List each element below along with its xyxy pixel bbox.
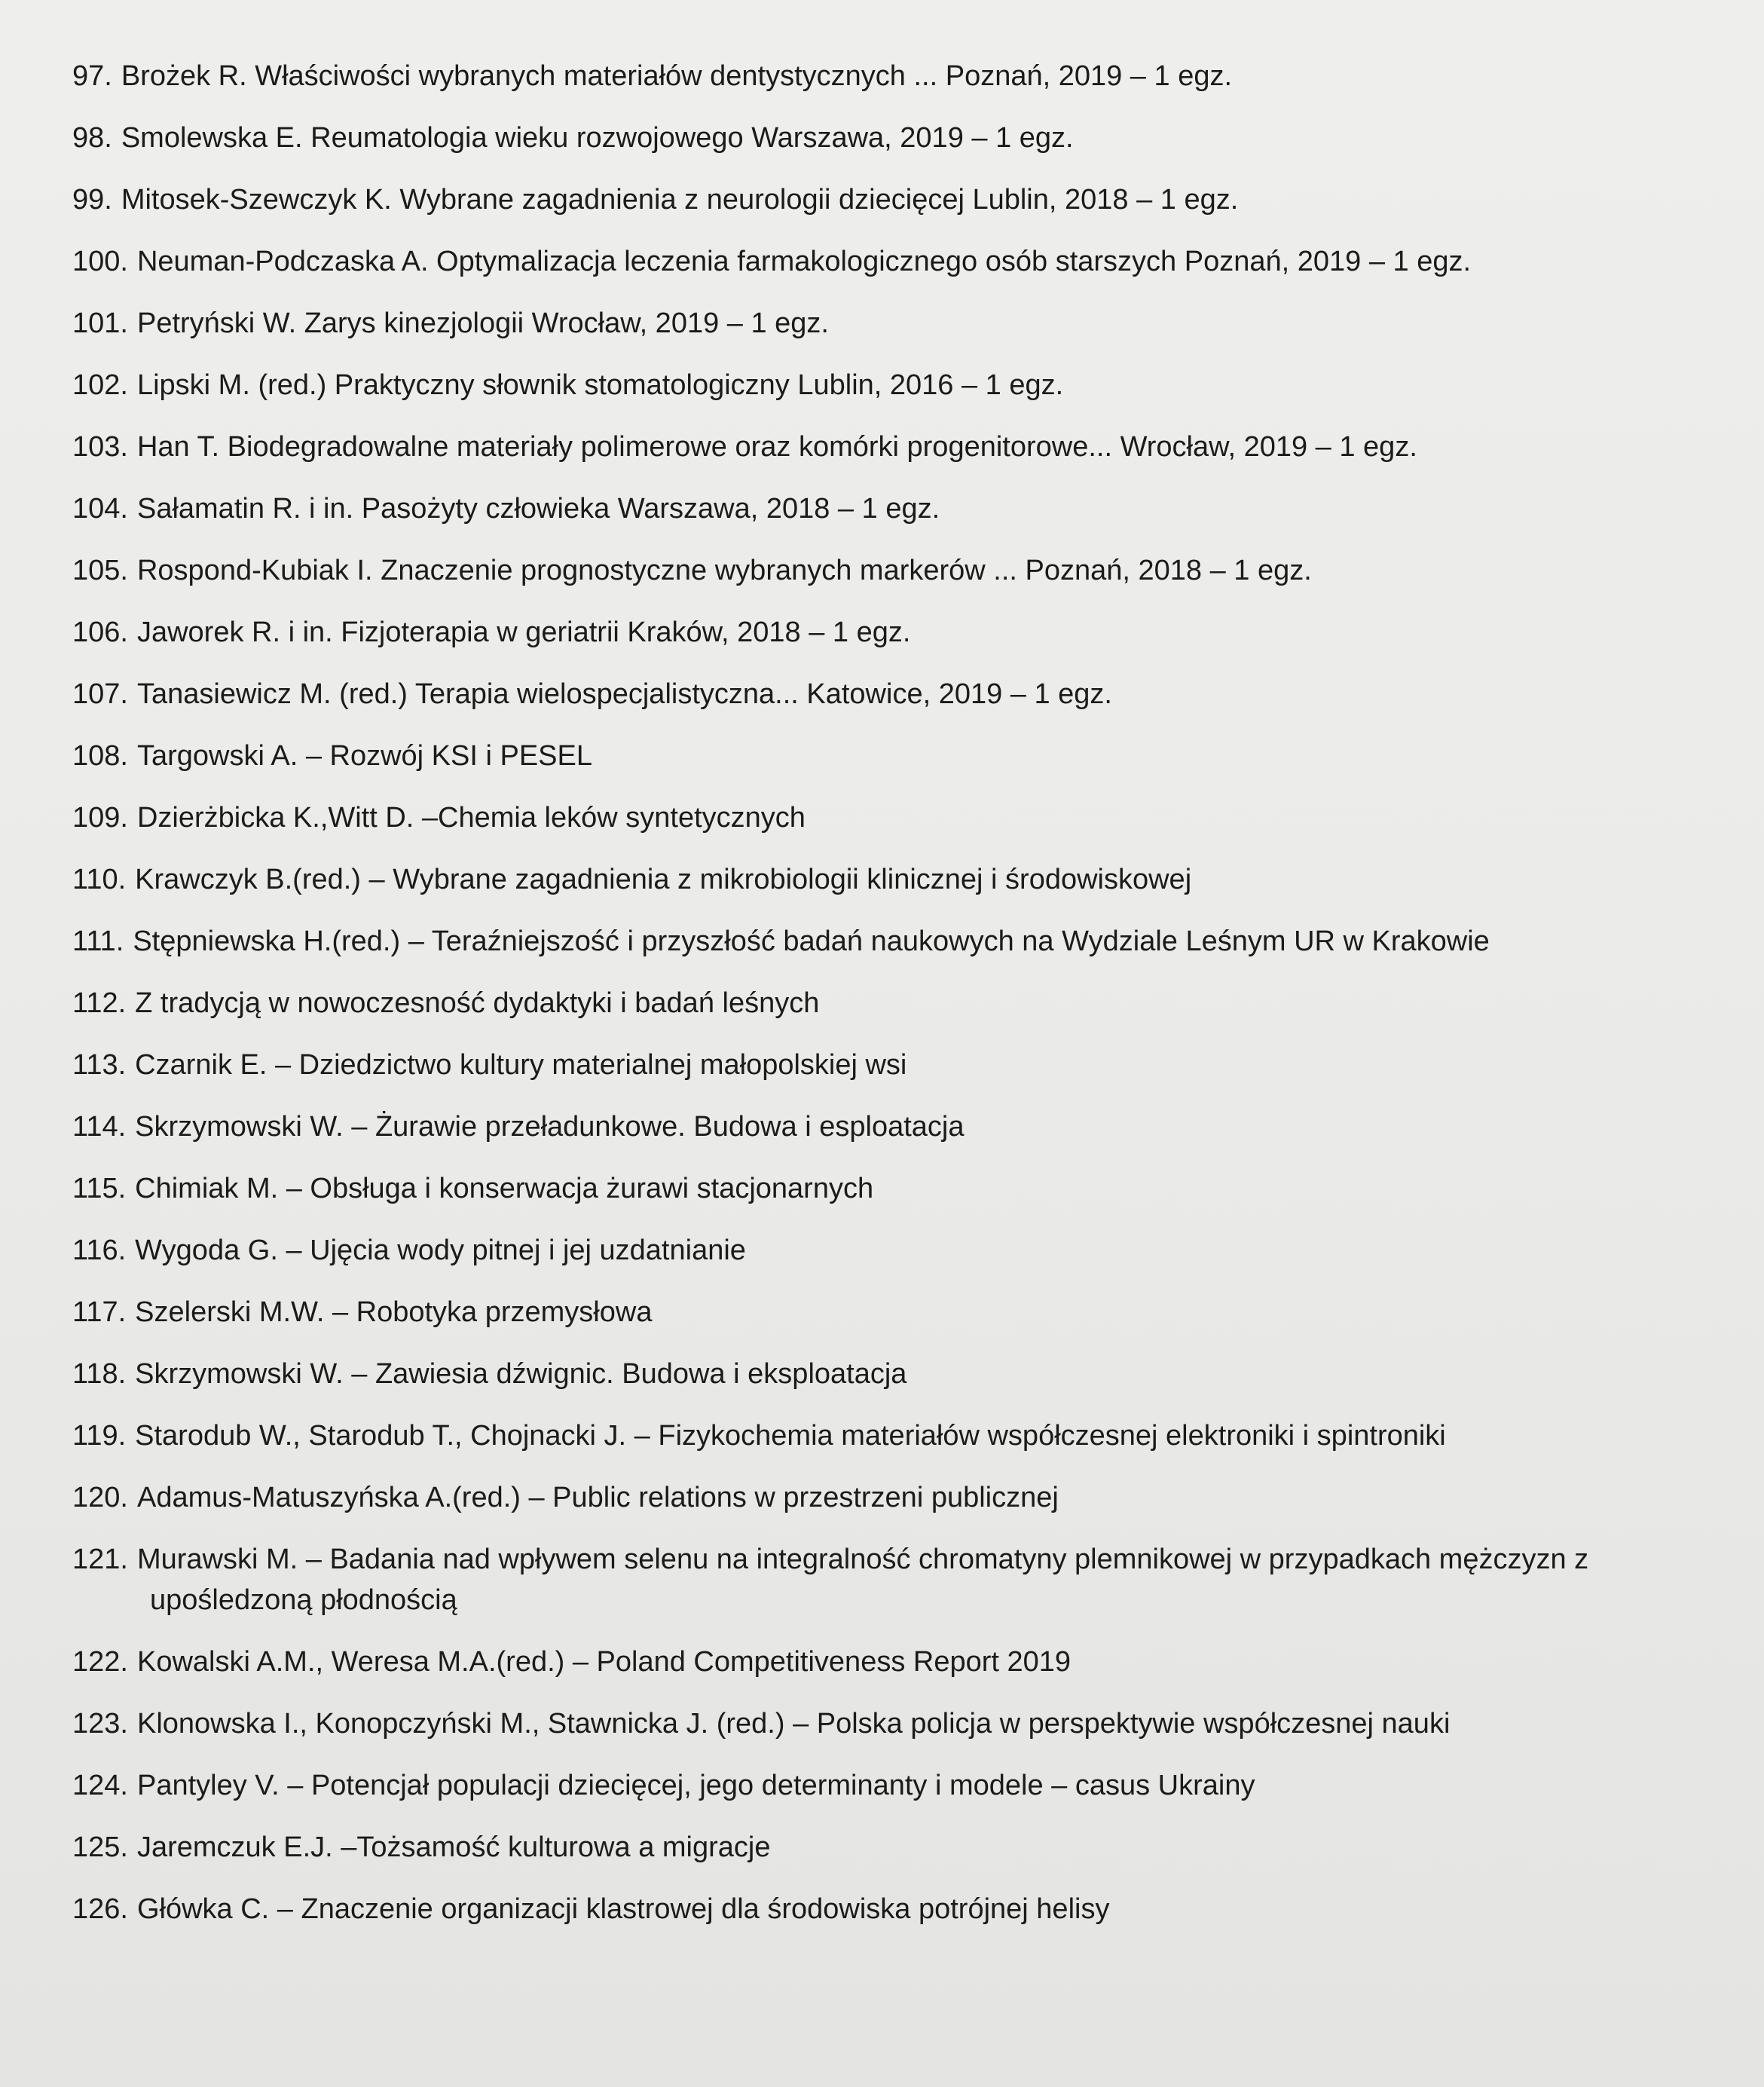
- item-text: Dzierżbicka K.,Witt D. –Chemia leków syntetycznych: [136, 802, 806, 834]
- list-item: [72, 368, 1738, 402]
- item-number: 113.: [72, 1049, 127, 1081]
- list-item: [72, 615, 1738, 650]
- list-item: [72, 862, 1738, 897]
- item-text: Klonowska I., Konopczyński M., Stawnicka J. (red.) – Polska policja w perspektywie współczesnej nauki: [136, 1708, 1451, 1740]
- item-text: Han T. Biodegradowalne materiały polimerowe oraz komórki progenitorowe... Wrocław, 2019 – 1 egz.: [136, 431, 1417, 463]
- list-item: [72, 1706, 1738, 1741]
- item-number: 110.: [72, 864, 127, 895]
- list-item: [72, 1542, 1738, 1617]
- item-number: 103.: [72, 431, 128, 463]
- item-number: 122.: [72, 1646, 128, 1678]
- list-item: [72, 1830, 1738, 1865]
- list-item: [72, 739, 1738, 773]
- item-number: 109.: [72, 802, 128, 834]
- item-number: 111.: [72, 926, 124, 957]
- item-text: Szelerski M.W. – Robotyka przemysłowa: [135, 1296, 653, 1328]
- item-text: Z tradycją w nowoczesność dydaktyki i badań leśnych: [135, 987, 820, 1019]
- item-number: 125.: [72, 1831, 128, 1863]
- item-text: Smolewska E. Reumatologia wieku rozwojowego Warszawa, 2019 – 1 egz.: [121, 122, 1074, 154]
- item-text: Starodub W., Starodub T., Chojnacki J. – Fizykochemia materiałów współczesnej elektroniki i spintroniki: [135, 1420, 1446, 1452]
- item-number: 117.: [72, 1296, 127, 1328]
- item-number: 115.: [72, 1173, 127, 1204]
- list-item: [72, 1048, 1738, 1082]
- item-number: 99.: [72, 184, 112, 216]
- list-item: [72, 1357, 1738, 1391]
- item-number: 102.: [72, 369, 128, 401]
- list-item: [72, 1768, 1738, 1803]
- item-text: Lipski M. (red.) Praktyczny słownik stomatologiczny Lublin, 2016 – 1 egz.: [136, 369, 1064, 401]
- list-item: [72, 121, 1738, 155]
- item-text: Murawski M. – Badania nad wpływem selenu na integralność chromatyny plemnikowej w przypadkach mężczyzn z: [136, 1544, 1589, 1575]
- item-number: 116.: [72, 1235, 127, 1266]
- list-item: [72, 1418, 1738, 1453]
- item-number: 104.: [72, 493, 128, 525]
- item-number: 124.: [72, 1770, 128, 1801]
- item-text: Jaremczuk E.J. –Tożsamość kulturowa a migracje: [136, 1831, 771, 1863]
- item-text: Adamus-Matuszyńska A.(red.) – Public relations w przestrzeni publicznej: [136, 1482, 1059, 1513]
- item-number: 100.: [72, 246, 128, 277]
- list-item: [72, 1892, 1738, 1926]
- item-text: Sałamatin R. i in. Pasożyty człowieka Warszawa, 2018 – 1 egz.: [136, 493, 940, 525]
- item-number: 105.: [72, 555, 128, 586]
- item-number: 126.: [72, 1893, 128, 1925]
- list-item: [72, 1109, 1738, 1144]
- list-item: [72, 1233, 1738, 1268]
- item-text: Pantyley V. – Potencjał populacji dziecięcej, jego determinanty i modele – casus Ukrainy: [136, 1770, 1255, 1801]
- list-item: [72, 306, 1738, 341]
- list-item: [72, 182, 1738, 217]
- item-text: Główka C. – Znaczenie organizacji klastrowej dla środowiska potrójnej helisy: [136, 1893, 1110, 1925]
- item-text: Neuman-Podczaska A. Optymalizacja leczenia farmakologicznego osób starszych Poznań, 2019 – 1 egz.: [136, 246, 1472, 277]
- item-text: Petryński W. Zarys kinezjologii Wrocław, 2019 – 1 egz.: [136, 308, 829, 339]
- item-number: 114.: [72, 1111, 127, 1143]
- item-text: Rospond-Kubiak I. Znaczenie prognostyczne wybranych markerów ... Poznań, 2018 – 1 egz.: [136, 555, 1312, 586]
- item-text: Stępniewska H.(red.) – Teraźniejszość i przyszłość badań naukowych na Wydziale Leśnym UR w Krakowie: [133, 926, 1490, 957]
- list-item: [72, 1645, 1738, 1679]
- item-text: Kowalski A.M., Weresa M.A.(red.) – Poland Competitiveness Report 2019: [136, 1646, 1072, 1678]
- list-item: [72, 986, 1738, 1021]
- list-item: [72, 677, 1738, 711]
- item-text: Targowski A. – Rozwój KSI i PESEL: [136, 740, 592, 772]
- list-item: [72, 491, 1738, 526]
- item-text: Wygoda G. – Ujęcia wody pitnej i jej uzdatnianie: [135, 1235, 746, 1266]
- item-text: Skrzymowski W. – Zawiesia dźwignic. Budowa i eksploatacja: [135, 1358, 907, 1390]
- item-number: 120.: [72, 1482, 128, 1513]
- item-number: 101.: [72, 308, 128, 339]
- list-item: [72, 553, 1738, 588]
- item-text: Krawczyk B.(red.) – Wybrane zagadnienia z mikrobiologii klinicznej i środowiskowej: [135, 864, 1192, 895]
- item-number: 108.: [72, 740, 128, 772]
- book-list: [72, 59, 1738, 1954]
- item-text-continuation: upośledzoną płodnością: [150, 1584, 457, 1616]
- item-text: Chimiak M. – Obsługa i konserwacja żurawi stacjonarnych: [135, 1173, 874, 1204]
- list-item: [72, 1171, 1738, 1206]
- item-number: 121.: [72, 1544, 128, 1575]
- item-number: 107.: [72, 678, 128, 710]
- list-item: [72, 924, 1738, 959]
- list-item: [72, 244, 1738, 279]
- list-item: [72, 59, 1738, 93]
- item-number: 112.: [72, 987, 127, 1019]
- item-text: Skrzymowski W. – Żurawie przeładunkowe. Budowa i esploatacja: [135, 1111, 965, 1143]
- item-number: 97.: [72, 60, 112, 92]
- item-text: Czarnik E. – Dziedzictwo kultury materialnej małopolskiej wsi: [135, 1049, 907, 1081]
- item-text: Mitosek-Szewczyk K. Wybrane zagadnienia z neurologii dziecięcej Lublin, 2018 – 1 egz.: [121, 184, 1239, 216]
- list-item: [72, 1480, 1738, 1515]
- list-item: [72, 800, 1738, 835]
- item-number: 119.: [72, 1420, 127, 1452]
- item-number: 106.: [72, 617, 128, 648]
- item-number: 98.: [72, 122, 112, 154]
- item-text: Brożek R. Właściwości wybranych materiałów dentystycznych ... Poznań, 2019 – 1 egz.: [121, 60, 1233, 92]
- item-number: 123.: [72, 1708, 128, 1740]
- item-text: Tanasiewicz M. (red.) Terapia wielospecjalistyczna... Katowice, 2019 – 1 egz.: [136, 678, 1112, 710]
- list-item: [72, 430, 1738, 464]
- item-number: 118.: [72, 1358, 127, 1390]
- item-text: Jaworek R. i in. Fizjoterapia w geriatrii Kraków, 2018 – 1 egz.: [136, 617, 911, 648]
- list-item: [72, 1295, 1738, 1330]
